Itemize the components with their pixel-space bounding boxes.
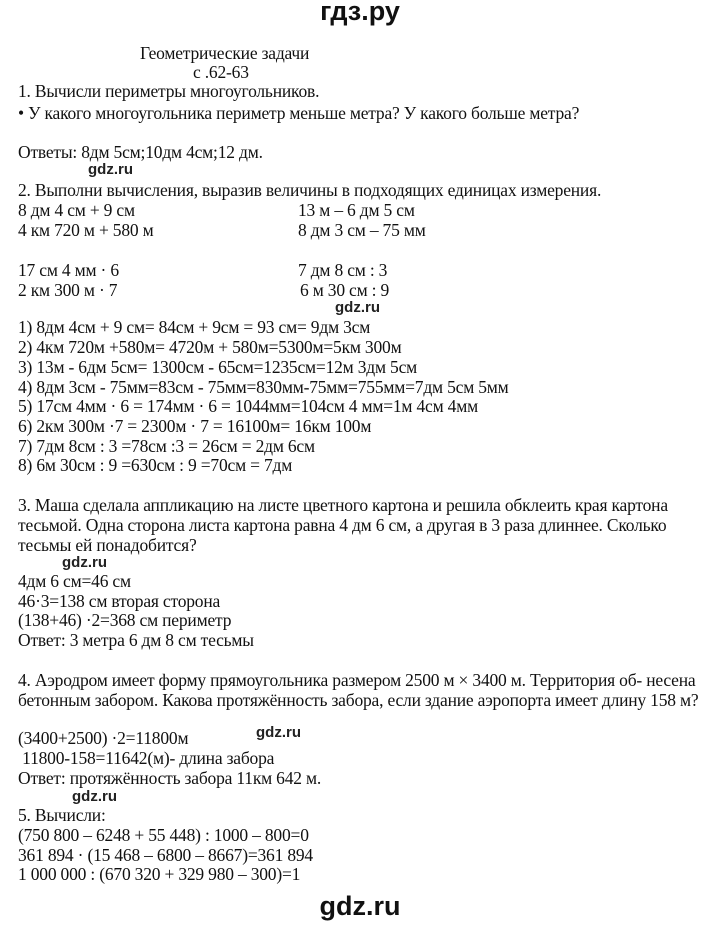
task1-question: 1. Вычисли периметры многоугольников. [18, 81, 320, 101]
task2-solution: 4) 8дм 3см - 75мм=83см - 75мм=830мм-75мм=755мм=7дм 5см 5мм [18, 377, 509, 397]
task4-question: бетонным забором. Какова протяжённость забора, если здание аэропорта имеет длину 158 м? [18, 690, 699, 710]
task3-question: тесьмы ей понадобится? [18, 535, 197, 555]
watermark: gdz.ru [88, 161, 133, 178]
task2-expr: 2 км 300 м · 7 [18, 280, 118, 300]
task4-answer: Ответ: протяжённость забора 11км 642 м. [18, 768, 322, 788]
footer-watermark: gdz.ru [319, 891, 401, 921]
task5-solution: (750 800 – 6248 + 55 448) : 1000 – 800=0 [18, 825, 309, 845]
task4-solution: (3400+2500) ·2=11800м [18, 728, 189, 748]
document-title: Геометрические задачи [140, 43, 310, 63]
watermark: gdz.ru [335, 299, 380, 316]
task2-expr: 4 км 720 м + 580 м [18, 220, 154, 240]
task3-question: тесьмой. Одна сторона листа картона равна 4 дм 6 см, а другая в 3 раза длиннее. Сколько [18, 515, 667, 535]
task2-solution: 6) 2км 300м ·7 = 2300м · 7 = 16100м= 16км 100м [18, 416, 372, 436]
task1-answer: Ответы: 8дм 5см;10дм 4см;12 дм. [18, 142, 263, 162]
task2-expr: 8 дм 4 см + 9 см [18, 200, 135, 220]
task2-expr: 6 м 30 см : 9 [300, 280, 390, 300]
task4-solution: 11800-158=11642(м)- длина забора [18, 748, 275, 768]
task5-question: 5. Вычисли: [18, 805, 106, 825]
task2-expr: 7 дм 8 см : 3 [298, 260, 388, 280]
page-range: с .62-63 [193, 62, 249, 82]
task3-solution: 46·3=138 см вторая сторона [18, 591, 221, 611]
task2-expr: 8 дм 3 см – 75 мм [298, 220, 426, 240]
task2-solution: 3) 13м - 6дм 5см= 1300см - 65см=1235см=12м 3дм 5см [18, 357, 418, 377]
task3-answer: Ответ: 3 метра 6 дм 8 см тесьмы [18, 630, 254, 650]
watermark: gdz.ru [62, 554, 107, 571]
task3-solution: (138+46) ·2=368 см периметр [18, 610, 232, 630]
task2-expr: 17 см 4 мм · 6 [18, 260, 119, 280]
task2-solution: 8) 6м 30см : 9 =630см : 9 =70см = 7дм [18, 455, 293, 475]
task2-solution: 1) 8дм 4см + 9 см= 84см + 9см = 93 см= 9дм 3см [18, 317, 371, 337]
task3-solution: 4дм 6 см=46 см [18, 571, 131, 591]
header-watermark: гдз.ру [320, 0, 400, 26]
task3-question: 3. Маша сделала аппликацию на листе цветного картона и решила обклеить края картона [18, 495, 668, 515]
task5-solution: 361 894 · (15 468 – 6800 – 8667)=361 894 [18, 845, 313, 865]
task4-question: 4. Аэродром имеет форму прямоугольника размером 2500 м × 3400 м. Территория об- несена [18, 670, 696, 690]
task5-solution: 1 000 000 : (670 320 + 329 980 – 300)=1 [18, 864, 301, 884]
task2-solution: 7) 7дм 8см : 3 =78см :3 = 26см = 2дм 6см [18, 436, 315, 456]
task2-question: 2. Выполни вычисления, выразив величины в подходящих единицах измерения. [18, 180, 602, 200]
task2-solution: 2) 4км 720м +580м= 4720м + 580м=5300м=5км 300м [18, 337, 402, 357]
task2-solution: 5) 17см 4мм · 6 = 174мм · 6 = 1044мм=104см 4 мм=1м 4см 4мм [18, 396, 478, 416]
watermark: gdz.ru [256, 724, 301, 741]
watermark: gdz.ru [72, 788, 117, 805]
task1-subquestion: • У какого многоугольника периметр меньше метра? У какого больше метра? [18, 103, 580, 123]
task2-expr: 13 м – 6 дм 5 см [298, 200, 415, 220]
